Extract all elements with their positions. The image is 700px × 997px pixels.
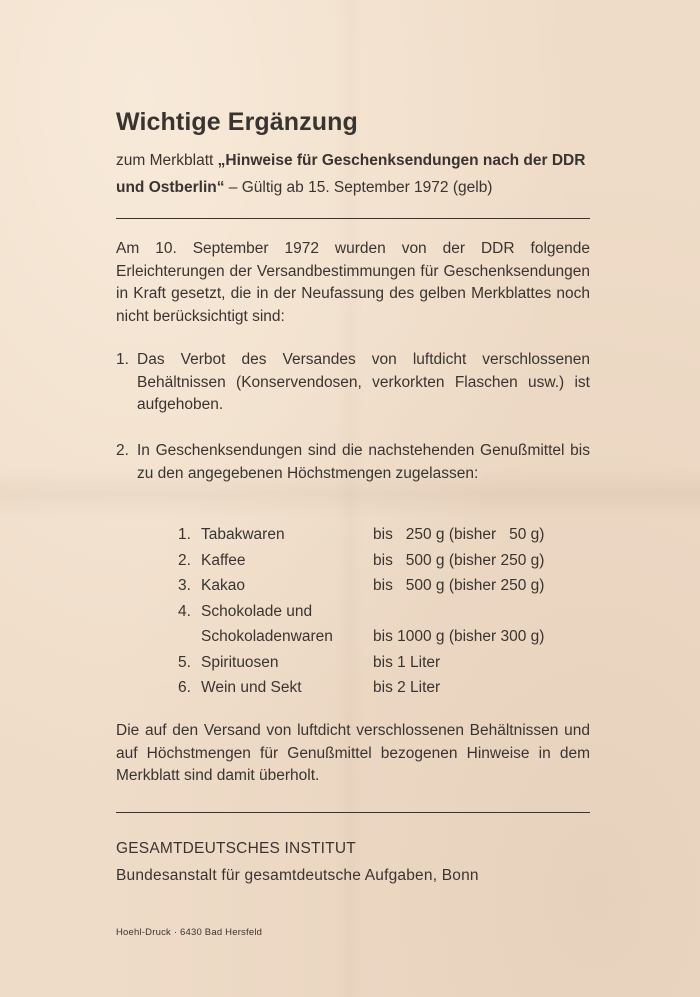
goods-number: 4. bbox=[178, 602, 191, 620]
document-subtitle bbox=[116, 147, 596, 201]
intro-paragraph: Am 10. September 1972 wurden von der DDR folgende Erleichterungen der Versandbestimmungen für Geschenksendungen in Kraft gesetzt, die in der Neufassung des gelben Merkblattes noch nicht berücksichtigt sind: bbox=[116, 240, 590, 325]
goods-row bbox=[178, 552, 598, 578]
subtitle-suffix: – Gültig ab 15. September 1972 (gelb) bbox=[224, 179, 493, 196]
goods-name: Kaffee bbox=[201, 551, 246, 569]
goods-name: Schokoladenwaren bbox=[201, 628, 333, 645]
list-item-number: 2. bbox=[116, 442, 129, 459]
institute-subtitle: Bundesanstalt für gesamtdeutsche Aufgaben, Bonn bbox=[116, 867, 479, 884]
goods-table bbox=[178, 526, 598, 705]
printer-imprint: Hoehl-Druck · 6430 Bad Hersfeld bbox=[116, 927, 263, 938]
goods-amount: bis 500 g (bisher 250 g) bbox=[373, 577, 545, 594]
goods-amount: bis 2 Liter bbox=[373, 679, 441, 696]
list-item-text: In Geschenksendungen sind die nachstehenden Genußmittel bis zu den angegebenen Höchstmengen zugelassen: bbox=[137, 442, 590, 482]
goods-number: 3. bbox=[178, 577, 191, 594]
goods-name: Wein und Sekt bbox=[201, 679, 302, 696]
goods-row bbox=[178, 526, 598, 552]
subtitle-prefix: zum Merkblatt bbox=[116, 152, 218, 169]
institute-name: GESAMTDEUTSCHES INSTITUT bbox=[116, 840, 356, 857]
goods-row bbox=[178, 679, 598, 705]
top-divider bbox=[116, 218, 590, 219]
document-title: Wichtige Ergänzung bbox=[116, 108, 358, 136]
goods-amount: bis 250 g (bisher 50 g) bbox=[373, 526, 545, 543]
goods-name: Kakao bbox=[201, 577, 245, 594]
goods-name: Tabakwaren bbox=[201, 526, 285, 543]
goods-number: 1. bbox=[178, 526, 191, 543]
goods-number: 6. bbox=[178, 679, 191, 696]
bottom-divider bbox=[116, 812, 590, 813]
goods-row bbox=[178, 628, 598, 654]
goods-amount: bis 1000 g (bisher 300 g) bbox=[373, 628, 545, 645]
goods-name: Schokolade und bbox=[201, 602, 313, 620]
closing-paragraph: Die auf den Versand von luftdicht verschlossenen Behältnissen und auf Höchstmengen für Genußmittel bezogenen Hinweise in dem Merkblatt sind damit überholt. bbox=[116, 722, 590, 784]
issuer-block bbox=[116, 835, 479, 889]
list-item-text: Das Verbot des Versandes von luftdicht verschlossenen Behältnissen (Konservendosen, verkorkten Flaschen usw.) ist aufgehoben. bbox=[137, 351, 590, 413]
goods-row bbox=[178, 603, 598, 629]
goods-name: Spirituosen bbox=[201, 653, 279, 671]
list-item-number: 1. bbox=[116, 351, 129, 368]
goods-amount: bis 500 g (bisher 250 g) bbox=[373, 551, 545, 569]
goods-amount: bis 1 Liter bbox=[373, 653, 441, 671]
goods-row bbox=[178, 577, 598, 603]
goods-row bbox=[178, 654, 598, 680]
goods-number: 2. bbox=[178, 551, 191, 569]
goods-number: 5. bbox=[178, 653, 191, 671]
subtitle-leaflet-name: „Hinweise für Geschenksendungen nach der DDR und Ostberlin“ bbox=[116, 152, 586, 196]
